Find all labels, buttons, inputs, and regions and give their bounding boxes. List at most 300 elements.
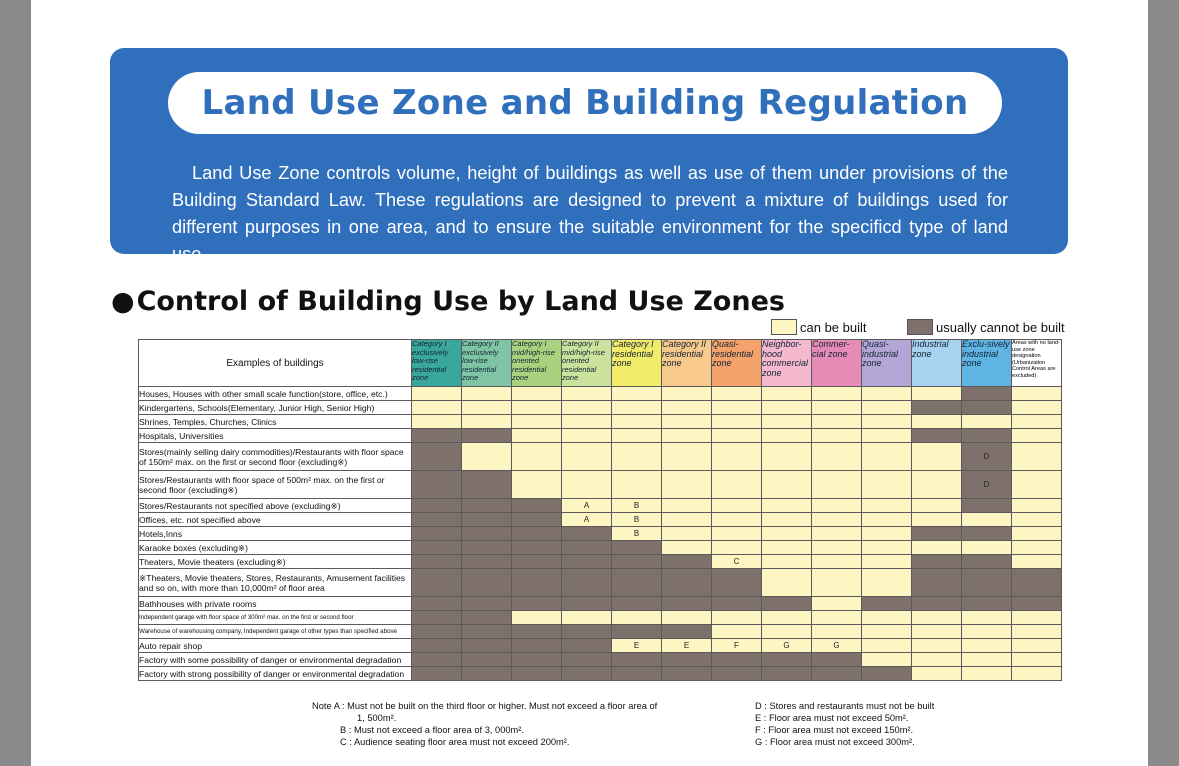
cell-cannot-be-built [1012,569,1062,597]
cell-can-be-built [712,443,762,471]
cell-cannot-be-built [412,653,462,667]
legend-swatch-cannot [907,319,933,335]
row-label: Factory with some possibility of danger or environmental degradation [139,653,412,667]
cell-can-be-built [1012,639,1062,653]
cell-cannot-be-built [512,597,562,611]
cell-can-be-built [812,415,862,429]
cell-can-be-built [762,401,812,415]
cell-can-be-built: B [612,499,662,513]
cell-cannot-be-built [412,639,462,653]
table-row [139,653,1062,667]
cell-cannot-be-built [412,527,462,541]
cell-can-be-built [562,415,612,429]
cell-can-be-built [962,653,1012,667]
cell-cannot-be-built [512,653,562,667]
cell-cannot-be-built [812,653,862,667]
cell-can-be-built [912,513,962,527]
cell-cannot-be-built [662,667,712,681]
cell-can-be-built [712,401,762,415]
table-row [139,569,1062,597]
cell-cannot-be-built [412,667,462,681]
cell-can-be-built: G [812,639,862,653]
cell-cannot-be-built [562,569,612,597]
zone-header-2: Category I mid/high-rise oriented residential zone [512,340,562,387]
cell-cannot-be-built [462,569,512,597]
cell-can-be-built [612,443,662,471]
cell-cannot-be-built [862,597,912,611]
cell-can-be-built [662,499,712,513]
zone-header-7: Neighbor-hood commercial zone [762,340,812,387]
table-row [139,429,1062,443]
zone-header-1: Category II exclusively low-rise residential zone [462,340,512,387]
cell-cannot-be-built [562,653,612,667]
cell-cannot-be-built [712,597,762,611]
cell-can-be-built [712,527,762,541]
cell-can-be-built [662,611,712,625]
cell-can-be-built [762,429,812,443]
cell-can-be-built [962,611,1012,625]
cell-cannot-be-built [512,513,562,527]
cell-cannot-be-built [412,429,462,443]
cell-can-be-built [912,625,962,639]
cell-cannot-be-built [412,471,462,499]
cell-can-be-built [712,611,762,625]
cell-cannot-be-built [512,569,562,597]
cell-cannot-be-built [462,597,512,611]
cell-can-be-built [612,401,662,415]
cell-can-be-built [812,513,862,527]
cell-can-be-built [1012,555,1062,569]
cell-can-be-built [962,415,1012,429]
cell-can-be-built [512,429,562,443]
row-label: Auto repair shop [139,639,412,653]
cell-can-be-built [912,471,962,499]
cell-can-be-built [762,471,812,499]
cell-cannot-be-built [512,625,562,639]
cell-can-be-built [762,569,812,597]
cell-cannot-be-built [412,443,462,471]
row-label: Shrines, Temples, Churches, Clinics [139,415,412,429]
cell-cannot-be-built [912,555,962,569]
page-title: Land Use Zone and Building Regulation [201,83,969,123]
cell-can-be-built [862,443,912,471]
table-row [139,639,1062,653]
cell-can-be-built [812,611,862,625]
zone-header-4: Category I residential zone [612,340,662,387]
table-row [139,555,1062,569]
legend-cannot-be-built [907,319,1065,335]
cell-can-be-built [612,415,662,429]
cell-cannot-be-built [462,527,512,541]
cell-can-be-built [862,653,912,667]
cell-can-be-built [862,513,912,527]
cell-cannot-be-built: D [962,471,1012,499]
cell-can-be-built [912,415,962,429]
cell-can-be-built: C [712,555,762,569]
cell-can-be-built [912,639,962,653]
row-label: Hospitals, Universities [139,429,412,443]
cell-can-be-built [662,429,712,443]
cell-cannot-be-built [912,527,962,541]
cell-cannot-be-built [962,555,1012,569]
cell-cannot-be-built [462,611,512,625]
cell-can-be-built [862,555,912,569]
row-label: Stores(mainly selling dairy commodities)/Restaurants with floor space of 150m² max. on the first or second floor (excluding※) [139,443,412,471]
zone-header-6: Quasi-residential zone [712,340,762,387]
cell-can-be-built [412,415,462,429]
table-row [139,625,1062,639]
cell-can-be-built [912,541,962,555]
row-label: ※Theaters, Movie theaters, Stores, Restaurants, Amusement facilities and so on, with more than 10,000m² of floor area [139,569,412,597]
cell-can-be-built [812,387,862,401]
cell-can-be-built: A [562,513,612,527]
cell-can-be-built [462,415,512,429]
cell-cannot-be-built [512,541,562,555]
cell-can-be-built [812,597,862,611]
row-label: Karaoke boxes (excluding※) [139,541,412,555]
cell-can-be-built [562,611,612,625]
zone-header-12: Areas with no land-use zone designation (Urbanization Control Areas are excluded) [1012,340,1062,387]
table-row [139,597,1062,611]
cell-cannot-be-built [662,597,712,611]
cell-cannot-be-built [712,569,762,597]
cell-cannot-be-built [412,499,462,513]
cell-cannot-be-built [962,569,1012,597]
cell-can-be-built [612,611,662,625]
cell-cannot-be-built [462,555,512,569]
cell-cannot-be-built [762,667,812,681]
cell-can-be-built [512,415,562,429]
notes-right [755,700,1055,748]
cell-can-be-built [962,513,1012,527]
zone-header-5: Category II residential zone [662,340,712,387]
cell-can-be-built [812,471,862,499]
cell-can-be-built [762,625,812,639]
cell-cannot-be-built [662,555,712,569]
cell-cannot-be-built [662,569,712,597]
cell-can-be-built [762,513,812,527]
cell-can-be-built [1012,499,1062,513]
cell-can-be-built [612,471,662,499]
cell-can-be-built [862,639,912,653]
note-e: E : Floor area must not exceed 50m². [755,713,909,723]
cell-cannot-be-built [462,639,512,653]
header-banner [110,48,1068,264]
cell-can-be-built [662,527,712,541]
cell-cannot-be-built [412,555,462,569]
cell-cannot-be-built [962,387,1012,401]
cell-cannot-be-built [512,499,562,513]
cell-can-be-built [812,499,862,513]
cell-can-be-built [1012,513,1062,527]
cell-can-be-built: B [612,513,662,527]
cell-can-be-built [1012,401,1062,415]
cell-can-be-built [862,415,912,429]
cell-can-be-built [912,443,962,471]
cell-can-be-built [862,401,912,415]
legend-label-can: can be built [800,319,867,335]
cell-cannot-be-built [762,653,812,667]
cell-can-be-built [562,387,612,401]
cell-can-be-built [762,499,812,513]
cell-can-be-built: F [712,639,762,653]
note-b: B : Must not exceed a floor area of 3, 000m². [340,725,524,735]
cell-can-be-built [662,513,712,527]
bullet-icon: ● [111,286,135,317]
cell-can-be-built [762,415,812,429]
table-row [139,415,1062,429]
cell-can-be-built [512,387,562,401]
table-row [139,471,1062,499]
cell-cannot-be-built [612,667,662,681]
cell-can-be-built [912,653,962,667]
cell-can-be-built [462,401,512,415]
row-label: Houses, Houses with other small scale function(store, office, etc.) [139,387,412,401]
cell-can-be-built [862,471,912,499]
cell-can-be-built: G [762,639,812,653]
cell-can-be-built [962,625,1012,639]
cell-cannot-be-built [562,527,612,541]
cell-can-be-built: A [562,499,612,513]
cell-cannot-be-built [512,555,562,569]
cell-can-be-built [712,429,762,443]
cell-can-be-built [712,387,762,401]
cell-cannot-be-built [412,611,462,625]
note-g: G : Floor area must not exceed 300m². [755,737,915,747]
cell-can-be-built: B [612,527,662,541]
cell-can-be-built: E [662,639,712,653]
intro-paragraph: Land Use Zone controls volume, height of buildings as well as use of them under provisions of the Building Standard Law. These regulations are designed to prevent a mixture of buildings used for different purposes in one area, and to ensure the suitable environment for the specificd type of land use. [172,163,1008,264]
cell-cannot-be-built [862,667,912,681]
row-label: Kindergartens, Schools(Elementary, Junior High, Senior High) [139,401,412,415]
cell-can-be-built [912,387,962,401]
cell-can-be-built [462,443,512,471]
zone-header-11: Exclu-sively industrial zone [962,340,1012,387]
cell-can-be-built [962,667,1012,681]
note-a: Note A : Must not be built on the third floor or higher. Must not exceed a floor area of [312,701,658,711]
cell-can-be-built [1012,415,1062,429]
cell-cannot-be-built [962,401,1012,415]
cell-can-be-built [812,569,862,597]
cell-can-be-built [1012,541,1062,555]
cell-can-be-built [862,527,912,541]
section-title-text: Control of Building Use by Land Use Zones [136,286,785,317]
cell-can-be-built [812,541,862,555]
cell-can-be-built [712,415,762,429]
cell-can-be-built [962,541,1012,555]
note-f: F : Floor area must not exceed 150m². [755,725,914,735]
cell-cannot-be-built [912,429,962,443]
cell-can-be-built [562,471,612,499]
cell-can-be-built [412,387,462,401]
cell-can-be-built [912,499,962,513]
cell-can-be-built [712,499,762,513]
zone-header-8: Commer-cial zone [812,340,862,387]
table-row [139,611,1062,625]
cell-can-be-built [862,499,912,513]
cell-can-be-built [712,513,762,527]
cell-cannot-be-built [912,569,962,597]
cell-can-be-built [912,611,962,625]
cell-cannot-be-built [462,471,512,499]
cell-can-be-built [1012,471,1062,499]
row-label: Bathhouses with private rooms [139,597,412,611]
row-label: Factory with strong possibility of danger or environmental degradation [139,667,412,681]
cell-can-be-built [862,541,912,555]
zone-regulation-table [138,339,1062,681]
title-pill [168,72,1002,134]
cell-can-be-built [712,625,762,639]
cell-cannot-be-built [462,625,512,639]
cell-can-be-built [812,401,862,415]
table-row [139,667,1062,681]
cell-can-be-built [1012,625,1062,639]
cell-can-be-built [1012,611,1062,625]
cell-can-be-built [862,611,912,625]
cell-can-be-built [1012,387,1062,401]
cell-can-be-built [562,401,612,415]
cell-cannot-be-built [962,597,1012,611]
cell-cannot-be-built [662,625,712,639]
row-label: Stores/Restaurants not specified above (excluding※) [139,499,412,513]
cell-can-be-built [812,625,862,639]
cell-cannot-be-built [512,527,562,541]
legend-label-cannot: usually cannot be built [936,319,1065,335]
cell-cannot-be-built [562,541,612,555]
cell-can-be-built [812,527,862,541]
cell-cannot-be-built [562,639,612,653]
cell-can-be-built [662,387,712,401]
table-row [139,443,1062,471]
table-body [139,387,1062,681]
cell-cannot-be-built [462,667,512,681]
cell-can-be-built [462,387,512,401]
table-row [139,499,1062,513]
note-a-cont: 1, 500m². [357,713,397,723]
cell-cannot-be-built: D [962,443,1012,471]
cell-can-be-built [562,443,612,471]
zone-header-10: Industrial zone [912,340,962,387]
cell-cannot-be-built [612,541,662,555]
cell-cannot-be-built [612,597,662,611]
note-c: C : Audience seating floor area must not exceed 200m². [340,737,570,747]
cell-cannot-be-built [962,527,1012,541]
cell-cannot-be-built [712,667,762,681]
zone-header-0: Category I exclusively low-rise residential zone [412,340,462,387]
cell-cannot-be-built [412,625,462,639]
cell-cannot-be-built [462,653,512,667]
cell-cannot-be-built [612,653,662,667]
row-label: Warehouse of warehousing company, Independent garage of other types than specified above [139,625,412,639]
cell-cannot-be-built [562,625,612,639]
cell-cannot-be-built [562,597,612,611]
cell-cannot-be-built [412,541,462,555]
section-heading [111,286,785,317]
cell-can-be-built [862,569,912,597]
cell-cannot-be-built [962,499,1012,513]
cell-can-be-built [1012,653,1062,667]
cell-cannot-be-built [912,597,962,611]
table-row [139,387,1062,401]
cell-cannot-be-built [1012,597,1062,611]
cell-cannot-be-built [612,625,662,639]
cell-cannot-be-built [512,667,562,681]
cell-cannot-be-built [762,597,812,611]
legend-swatch-can [771,319,797,335]
cell-can-be-built [762,527,812,541]
cell-can-be-built: E [612,639,662,653]
cell-can-be-built [762,611,812,625]
cell-can-be-built [762,541,812,555]
zone-header-3: Category II mid/high-rise oriented residential zone [562,340,612,387]
cell-can-be-built [662,401,712,415]
cell-cannot-be-built [412,597,462,611]
cell-can-be-built [812,555,862,569]
cell-can-be-built [812,443,862,471]
cell-can-be-built [762,443,812,471]
row-label: Hotels,Inns [139,527,412,541]
cell-cannot-be-built [712,653,762,667]
cell-cannot-be-built [512,639,562,653]
cell-can-be-built [512,471,562,499]
cell-cannot-be-built [562,667,612,681]
cell-can-be-built [712,471,762,499]
table-header-row [139,340,1062,387]
cell-can-be-built [762,555,812,569]
table-row [139,541,1062,555]
cell-cannot-be-built [412,513,462,527]
cell-can-be-built [512,611,562,625]
table-corner-header: Examples of buildings [139,340,412,387]
note-d: D : Stores and restaurants must not be built [755,701,935,711]
cell-cannot-be-built [612,569,662,597]
cell-cannot-be-built [612,555,662,569]
cell-cannot-be-built [462,513,512,527]
cell-can-be-built [662,415,712,429]
cell-can-be-built [1012,667,1062,681]
row-label: Independent garage with floor space of 300m² max. on the first or second floor [139,611,412,625]
cell-cannot-be-built [562,555,612,569]
cell-can-be-built [662,471,712,499]
zone-header-9: Quasi-industrial zone [862,340,912,387]
cell-cannot-be-built [412,569,462,597]
row-label: Stores/Restaurants with floor space of 500m² max. on the first or second floor (excluding※) [139,471,412,499]
cell-cannot-be-built [812,667,862,681]
notes-left [312,700,732,748]
table-row [139,401,1062,415]
cell-can-be-built [962,639,1012,653]
cell-can-be-built [912,667,962,681]
cell-cannot-be-built [662,653,712,667]
cell-can-be-built [612,429,662,443]
cell-cannot-be-built [462,499,512,513]
cell-can-be-built [512,443,562,471]
cell-can-be-built [1012,429,1062,443]
cell-can-be-built [662,541,712,555]
cell-cannot-be-built [912,401,962,415]
row-label: Offices, etc. not specified above [139,513,412,527]
cell-can-be-built [862,625,912,639]
cell-can-be-built [662,443,712,471]
cell-can-be-built [412,401,462,415]
cell-cannot-be-built [462,429,512,443]
cell-can-be-built [512,401,562,415]
cell-cannot-be-built [462,541,512,555]
cell-can-be-built [1012,443,1062,471]
cell-can-be-built [862,387,912,401]
cell-can-be-built [562,429,612,443]
table-row [139,527,1062,541]
